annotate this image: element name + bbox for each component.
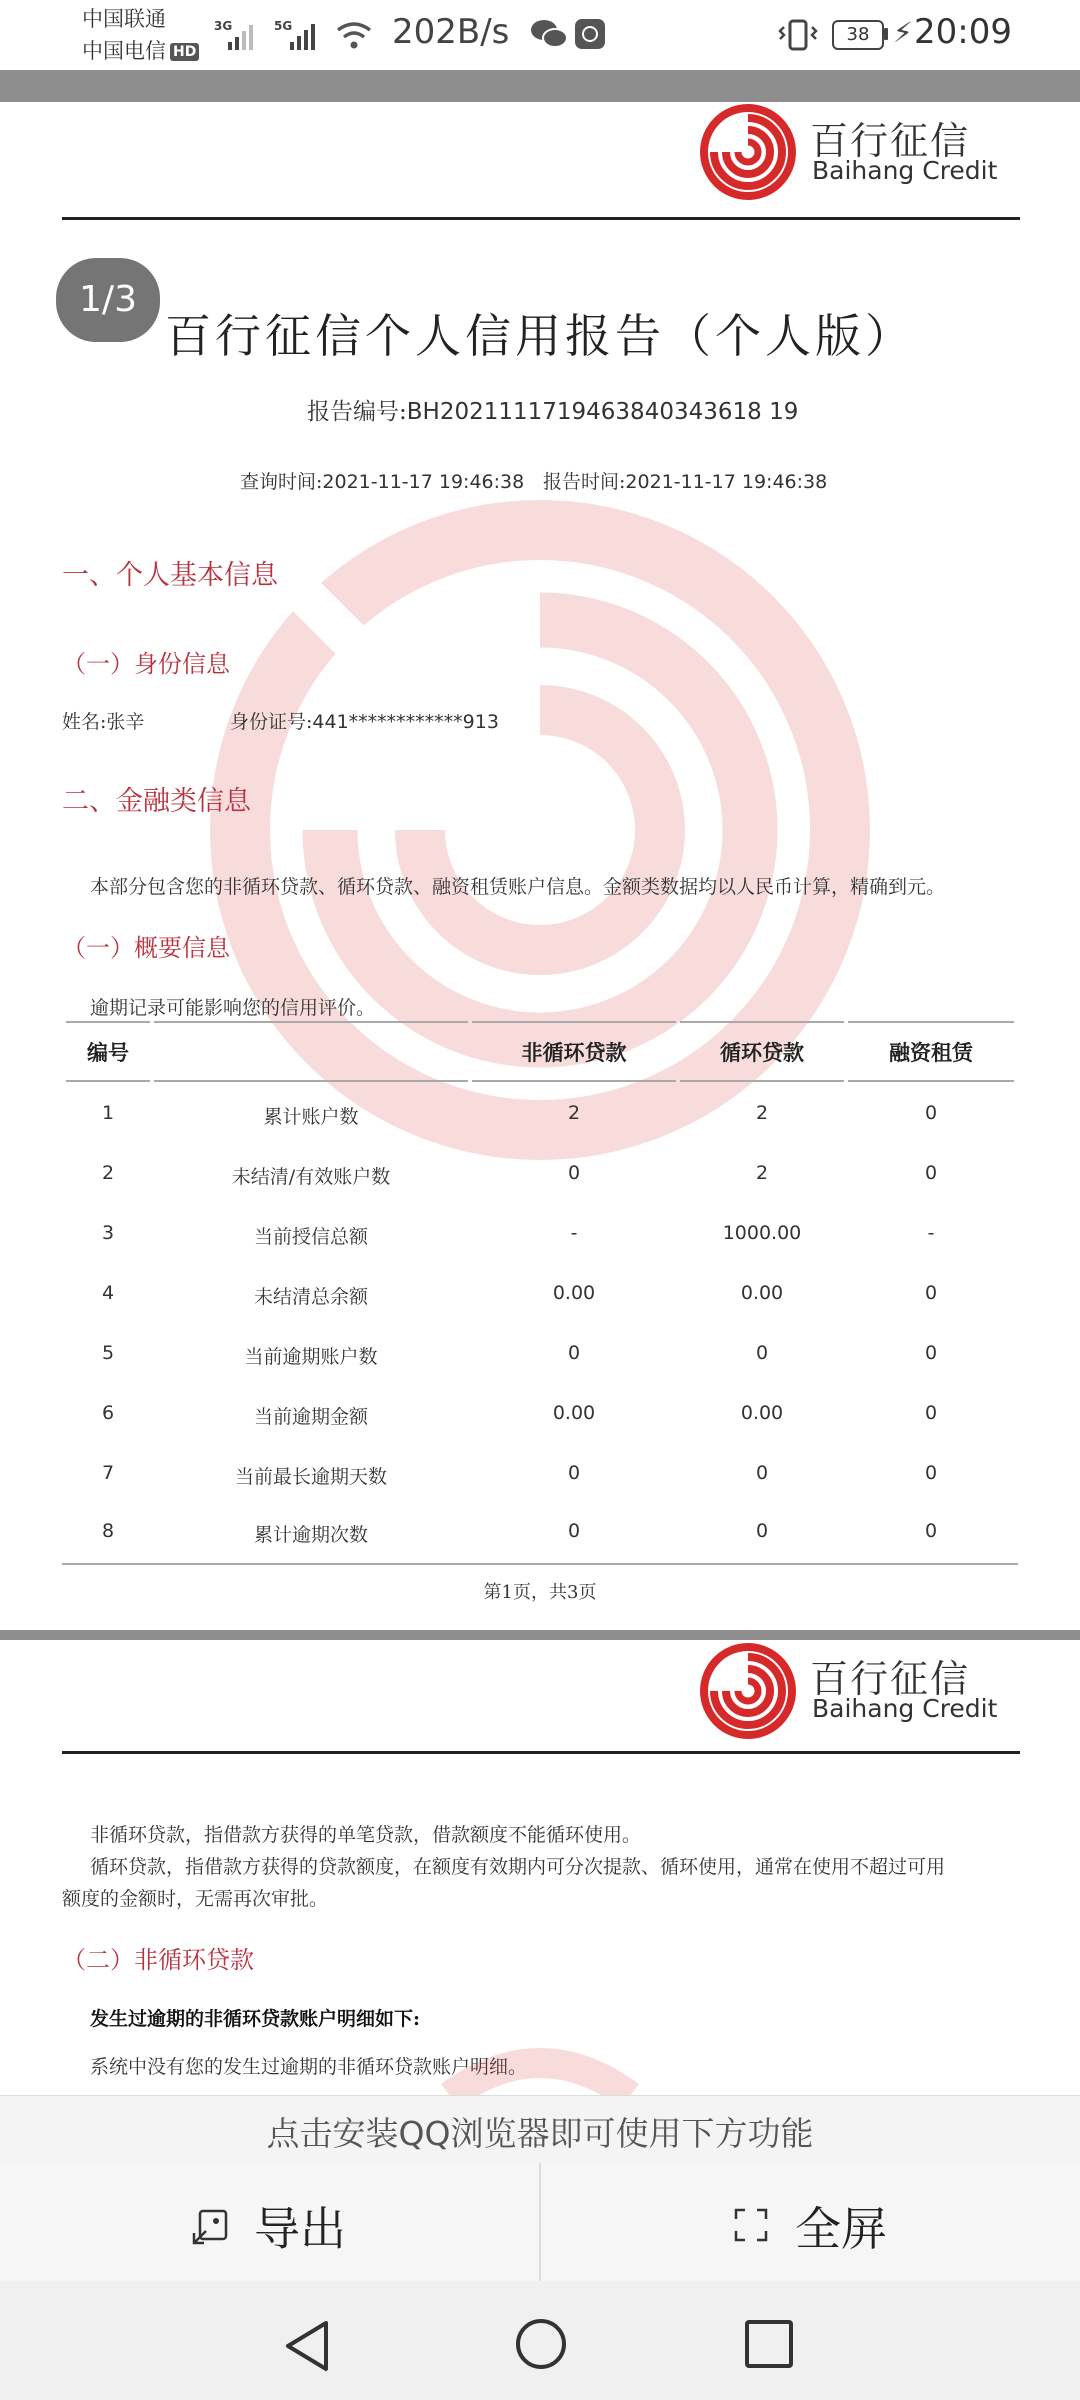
network-2-label: 5G: [274, 19, 293, 33]
wechat-icon: [530, 18, 568, 50]
query-time: [240, 467, 524, 494]
export-label: 导出: [254, 2202, 346, 2256]
row-revolving: 0.00: [740, 1402, 784, 1424]
row-leasing: 0: [924, 1342, 938, 1364]
table-rule: [66, 1021, 150, 1023]
row-leasing: -: [927, 1222, 935, 1244]
row-nonrevolving: 0.00: [552, 1402, 596, 1424]
query-time-value: 2021-11-17 19:46:38: [322, 471, 525, 493]
clock: 20:09: [914, 12, 1012, 52]
revolving-definition-line-1: 循环贷款，指借款方获得的贷款额度，在额度有效期内可分次提款、循环使用，通常在使用不超过可用: [90, 1856, 946, 1878]
status-bar: [0, 0, 1080, 70]
page-indicator: 1/3: [56, 258, 160, 342]
overdue-detail-heading: 发生过逾期的非循环贷款账户明细如下:: [90, 2008, 421, 2030]
row-no: 4: [101, 1282, 115, 1304]
report-number-value: BH2021111719463840343618 19: [406, 399, 799, 425]
name-label: 姓名:: [62, 711, 107, 733]
row-revolving: 0.00: [740, 1282, 784, 1304]
row-label: 累计账户数: [263, 1106, 359, 1128]
network-1-label: 3G: [214, 19, 233, 33]
baihang-logo-icon: [700, 1643, 796, 1739]
install-browser-banner[interactable]: [0, 2095, 1080, 2164]
carrier-2: [82, 38, 199, 64]
battery-icon: 38: [832, 20, 884, 50]
row-no: 1: [101, 1102, 115, 1124]
install-prompt[interactable]: 点击安装QQ浏览器即可使用下方功能: [266, 2114, 814, 2153]
row-revolving: 0: [755, 1342, 769, 1364]
table-header-nonrevolving: 非循环贷款: [521, 1040, 627, 1065]
table-rule: [472, 1021, 676, 1023]
battery-tip: [884, 28, 888, 40]
row-leasing: 0: [924, 1462, 938, 1484]
row-no: 8: [101, 1520, 115, 1542]
row-nonrevolving: 2: [567, 1102, 581, 1124]
signal-icon: [272, 18, 328, 52]
page-separator: [0, 70, 1080, 102]
row-no: 2: [101, 1162, 115, 1184]
table-rule: [848, 1021, 1014, 1023]
row-no: 7: [101, 1462, 115, 1484]
system-nav-bar: [0, 2281, 1080, 2400]
page-separator: [0, 1630, 1080, 1640]
section-2-heading: 二、金融类信息: [62, 786, 251, 817]
net-speed: 202B/s: [392, 12, 510, 52]
section-2-sub-heading: （一）概要信息: [62, 934, 230, 962]
row-leasing: 0: [924, 1282, 938, 1304]
row-revolving: 1000.00: [722, 1222, 802, 1244]
baihang-logo-icon: [700, 104, 796, 200]
row-nonrevolving: 0: [567, 1342, 581, 1364]
section-2-sub-heading-2: （二）非循环贷款: [62, 1946, 254, 1974]
report-time: [543, 467, 827, 494]
row-no: 5: [101, 1342, 115, 1364]
header-rule: [62, 217, 1020, 220]
signal-icon: [212, 18, 264, 52]
row-leasing: 0: [924, 1402, 938, 1424]
row-leasing: 0: [924, 1102, 938, 1124]
watermark-fragment-icon: [440, 2040, 640, 2096]
section-1-sub-heading: （一）身份信息: [62, 650, 230, 678]
back-icon[interactable]: [282, 2319, 332, 2373]
row-label: 当前逾期金额: [253, 1406, 368, 1428]
revolving-definition-line-2: 额度的金额时，无需再次审批。: [62, 1888, 329, 1910]
row-nonrevolving: 0: [567, 1462, 581, 1484]
report-number-label: 报告编号:: [307, 399, 407, 425]
table-rule: [680, 1080, 844, 1082]
export-icon: [190, 2207, 230, 2247]
fullscreen-icon: [733, 2207, 769, 2243]
row-label: 累计逾期次数: [253, 1524, 368, 1546]
table-rule: [848, 1080, 1014, 1082]
table-rule: [472, 1080, 676, 1082]
logo-text-en: Baihang Credit: [812, 156, 998, 185]
section-1-heading: 一、个人基本信息: [62, 560, 278, 591]
logo-text-cn: 百行征信: [810, 119, 971, 163]
row-leasing: 0: [924, 1162, 938, 1184]
document-title: 百行征信个人信用报告（个人版）: [165, 309, 915, 363]
export-button[interactable]: [0, 2163, 539, 2281]
row-label: 当前逾期账户数: [244, 1346, 378, 1368]
row-no: 6: [101, 1402, 115, 1424]
row-nonrevolving: 0: [567, 1520, 581, 1542]
vibrate-icon: [778, 18, 818, 52]
row-nonrevolving: -: [570, 1222, 578, 1244]
id-value: 441************913: [312, 711, 499, 733]
row-revolving: 0: [755, 1462, 769, 1484]
row-leasing: 0: [924, 1520, 938, 1542]
wifi-icon: [334, 18, 374, 52]
carrier-2-name: 中国电信: [82, 39, 166, 63]
nonrevolving-definition: 非循环贷款，指借款方获得的单笔贷款，借款额度不能循环使用。: [90, 1824, 642, 1846]
name-value: 张辛: [106, 711, 145, 733]
row-nonrevolving: 0.00: [552, 1282, 596, 1304]
table-rule: [680, 1021, 844, 1023]
logo-text-cn: 百行征信: [810, 1657, 971, 1701]
recents-icon[interactable]: [744, 2319, 794, 2369]
table-rule: [66, 1080, 150, 1082]
name-row: [62, 707, 144, 734]
logo-text-en: Baihang Credit: [812, 1694, 998, 1723]
table-rule: [154, 1021, 468, 1023]
table-bottom-rule: [62, 1563, 1018, 1565]
id-row: [230, 707, 499, 734]
home-icon[interactable]: [514, 2317, 568, 2371]
id-label: 身份证号:: [230, 711, 313, 733]
row-label: 未结清/有效账户数: [231, 1166, 391, 1188]
overdue-note: 逾期记录可能影响您的信用评价。: [90, 997, 376, 1019]
table-header-no: 编号: [87, 1040, 129, 1065]
row-revolving: 0: [755, 1520, 769, 1542]
table-header-leasing: 融资租赁: [889, 1040, 973, 1065]
row-nonrevolving: 0: [567, 1162, 581, 1184]
no-overdue-message: 系统中没有您的发生过逾期的非循环贷款账户明细。: [90, 2056, 528, 2078]
row-revolving: 2: [755, 1162, 769, 1184]
row-label: 未结清总余额: [253, 1286, 368, 1308]
hd-badge: HD: [170, 43, 199, 61]
section-2-description: 本部分包含您的非循环贷款、循环贷款、融资租赁账户信息。金额类数据均以人民币计算，精确到元。: [90, 876, 946, 898]
charging-icon: ⚡: [893, 16, 913, 49]
page-footer: 第1页，共3页: [483, 1582, 597, 1603]
report-time-label: 报告时间:: [543, 471, 626, 493]
query-time-label: 查询时间:: [240, 471, 323, 493]
fullscreen-label: 全屏: [795, 2202, 887, 2256]
watermark-logo-icon: [200, 490, 880, 1170]
row-revolving: 2: [755, 1102, 769, 1124]
table-header-revolving: 循环贷款: [720, 1040, 804, 1065]
row-no: 3: [101, 1222, 115, 1244]
fullscreen-button[interactable]: [541, 2163, 1080, 2281]
huawei-icon: [574, 18, 606, 50]
row-label: 当前最长逾期天数: [234, 1466, 387, 1488]
report-number: [307, 393, 798, 426]
table-rule: [154, 1080, 468, 1082]
row-label: 当前授信总额: [253, 1226, 368, 1248]
header-rule: [62, 1751, 1020, 1754]
report-time-value: 2021-11-17 19:46:38: [625, 471, 828, 493]
carrier-1: 中国联通: [82, 7, 166, 31]
